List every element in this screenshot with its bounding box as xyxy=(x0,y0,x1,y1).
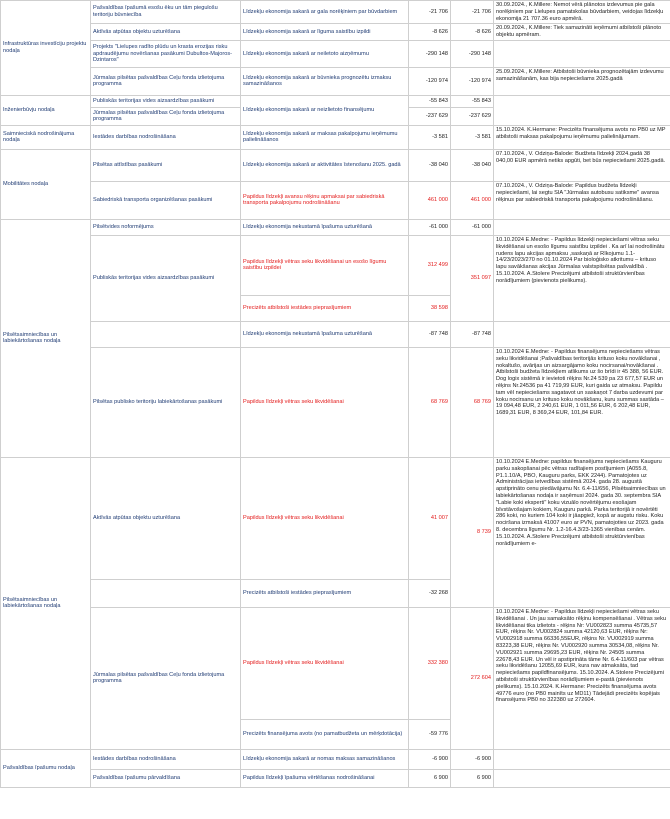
amount-cell: -3 581 xyxy=(409,125,451,149)
description-cell: Līdzekļu ekonomija sakarā ar gala norēķiniem par būvdarbiem xyxy=(241,1,409,24)
amount-cell: -38 040 xyxy=(409,149,451,181)
amount-cell: -59 776 xyxy=(409,719,451,749)
description-cell: Papildus līdzekļi īpašuma vērtēšanas nodrošināšanai xyxy=(241,769,409,787)
program-cell: Pilsētas attīstības pasākumi xyxy=(91,149,241,181)
program-cell: Sabiedriskā transporta organizēšanas pasākumi xyxy=(91,181,241,219)
group-label: Saimnieciskā nodrošinājuma nodaļa xyxy=(1,125,91,149)
description-cell: Precizēts atbilstoši iestādes pieprasījumiem xyxy=(241,579,409,607)
total-cell: 8 739 xyxy=(451,457,494,607)
program-cell xyxy=(91,321,241,347)
total-cell: -6 900 xyxy=(451,749,494,769)
note-cell xyxy=(494,749,670,769)
description-cell: Līdzekļu ekonomija nekustamā īpašuma uzturēšanā xyxy=(241,219,409,235)
description-cell: Līdzekļu ekonomija sakarā ar neizlietoto finansējumu xyxy=(241,95,409,125)
description-cell: Papildus līdzekļi vētras seku likvidēšanai xyxy=(241,347,409,457)
program-cell: Jūrmalas pilsētas pašvaldības Ceļu fonda izlietojuma programma xyxy=(91,607,241,749)
total-cell: -55 843 xyxy=(451,95,494,107)
total-cell: -3 581 xyxy=(451,125,494,149)
amount-cell: 41 007 xyxy=(409,457,451,579)
description-cell: Līdzekļu ekonomija sakarā ar maksas pakalpojumu ieņēmumu palielināšanos xyxy=(241,125,409,149)
table-row xyxy=(1,607,670,719)
description-cell: Papildus līdzekļi avansu rēķinu apmaksai par sabiedriskā transporta pakalpojumu nodrošināšanu xyxy=(241,181,409,219)
table-row xyxy=(1,40,670,67)
amount-cell: 312 499 xyxy=(409,235,451,295)
note-cell: 07.10.2024., V. Odziņa-Balode: Budžeta līdzekļi 2024.gadā 38 040,00 EUR apmērā netiks apgūti, bet būs nepieciešami 2025.gadā. xyxy=(494,149,670,181)
total-cell: 351 097 xyxy=(451,235,494,321)
description-cell: Līdzekļu ekonomija sakarā ar neiletoto aizņēmumu xyxy=(241,40,409,67)
note-cell xyxy=(494,321,670,347)
program-cell: Aktīvās atpūtas objektu uzturēšana xyxy=(91,24,241,41)
amount-cell: -87 748 xyxy=(409,321,451,347)
description-cell: Līdzekļu ekonomija sakarā ar aktivitātes īstenošanu 2025. gadā xyxy=(241,149,409,181)
program-cell: Publiskās teritorijas vides aizsardzības pasākumi xyxy=(91,95,241,107)
note-cell: 15.10.2024. K.Hermane: Precizēts finansējuma avots no PB0 uz MP atbilstoši maksas pakalpojumu ieņēmumu palielinājumam. xyxy=(494,125,670,149)
total-cell: -38 040 xyxy=(451,149,494,181)
note-cell: 30.09.2024., K.Millere: Nemot vērā plānotos izdevumus pie gala norēķiniem par Lielupes pamatskolas būvdarbiem, veidojas līdzekļu ekonomija 21 707.36 euro apmērā. xyxy=(494,1,670,24)
description-cell: Papildus līdzekļi vētras seku likvidēšanai xyxy=(241,457,409,579)
total-cell: -61 000 xyxy=(451,219,494,235)
table-row xyxy=(1,321,670,347)
total-cell: 6 900 xyxy=(451,769,494,787)
table-row xyxy=(1,749,670,769)
description-cell: Precizēts finansējuma avots (no pamatbudžeta un mērķdotācija) xyxy=(241,719,409,749)
program-cell: Aktīvās atpūtas objektu uzturēšana xyxy=(91,457,241,579)
amount-cell: 38 598 xyxy=(409,295,451,321)
amount-cell: 461 000 xyxy=(409,181,451,219)
total-cell: -8 626 xyxy=(451,24,494,41)
amount-cell: -120 974 xyxy=(409,67,451,95)
table-row xyxy=(1,181,670,219)
group-label: Infrastruktūras investīciju projektu nodaļa xyxy=(1,1,91,96)
total-cell: -237 629 xyxy=(451,107,494,125)
group-label: Pilsētsaimniecības un labiekārtošanas nodaļa xyxy=(1,219,91,457)
description-cell: Precizēts atbilstoši iestādes pieprasījumiem xyxy=(241,295,409,321)
program-cell xyxy=(91,579,241,607)
note-cell: 10.10.2024 E.Medne: - Papildus finansējums nepieciešams vētras seku likvidēšanai ;Pašvaldības teritorijās krituso koku novākšanai , nokaltušo, avārijas un aizsargājamo koku nocirsanai/novākšanai . Atbilstoši budžeta līdzekļiem atlikums uz šo brīdi ir 45 388, 56 EUR. Dog logix sistēmā ir ievietoti rēķins Nr.24 539 pa 23 677,57 EUR un rēķins Nr.24536 pa 41 719,99 EUR, kuri gaida uz atmaksu. Papildu tam vēl nepieciešams sagatavot un saskaņot 7 darba uzdevumi par koku nocirsanu un krituso koku novākšanu, kuru summas sastāda – 19 094,48 EUR, 2 240,61 EUR, 1 011,56 EUR, 6 202,48 EUR, 1689,31 EUR, 8 369,24 EUR, 101,84 EUR. xyxy=(494,347,670,457)
program-cell: Iestādes darbības nodrošināšana xyxy=(91,749,241,769)
note-cell: 25.09.2024., K.Millere: Atbilstoši būvnieka prognozētajām izdevumu samazināšanām, kas bija nepieciešams 2025.gadā xyxy=(494,67,670,95)
program-cell: Jūrmalas pilsētas pašvaldības Ceļu fonda izlietojuma programma xyxy=(91,67,241,95)
amount-cell: 68 769 xyxy=(409,347,451,457)
amount-cell: -21 706 xyxy=(409,1,451,24)
group-label: Pašvaldības īpašumu nodaļa xyxy=(1,749,91,787)
table-row xyxy=(1,125,670,149)
table-row xyxy=(1,457,670,579)
table-row xyxy=(1,347,670,457)
program-cell: Pilsētas publisko teritoriju labiekārtošanas pasākumi xyxy=(91,347,241,457)
program-cell: Projekts "Lielupes radīto plūdu un krasta erozijas risku apdraudējumu novēršanas pasākumi Dubultos-Majoros-Dzintaros" xyxy=(91,40,241,67)
description-cell: Līdzekļu ekonomija sakarā ar līguma saistību izpildi xyxy=(241,24,409,41)
note-cell xyxy=(494,769,670,787)
amount-cell: -61 000 xyxy=(409,219,451,235)
total-cell: -87 748 xyxy=(451,321,494,347)
note-cell: 10.10.2024 E.Medne: - Papildus līdzekļi nepieciešami vētras seku likvidēšanai un esošo līgumu saistību izpildei . Ka arī lai nodrošinātu rudens lapu akcijas apmaksu ,saskaņā ar Rīkojumu 1.1-14/23/2023/270 no 01.10.2024 Par bioloģisko atkritumu – krituso lapu savākšanas akcijas Jūrmalas valstspilsētas pašvaldībā . 15.10.2024. A.Stolere Precizējumi atbilstoši struktūrvienības norādījumiem (pievienots pielikums). xyxy=(494,235,670,321)
amount-cell: -8 626 xyxy=(409,24,451,41)
note-cell: 10.10.2024 E.Medne: papildus finansējums nepieciešams Kauguru parku sakopšanai pēc vētras radītajiem postījumiem (A055.8, P1.1.10/A, PBO, Kauguru parks, EKK 2244). Pamatojotes uz Administrācijas ietvedības sistēmā 2024. gada 28. augustā apstiprināto cenu piedāvājumu Nr. 6.4-11/656, Pilsētsaimniecības un labiekārtošanas nodaļa ir saņēmusi 2024. gada 30. septembra SIA "Labie koki eksperti" koku vizuālo novērtējumu esošajam bīvstāvošajam kokiem, Kauguru parkā. Parka teritorijā ir novērtēti 286 koki, no kuriem 104 koki ir jāapgiež, kopā ar augstu risku. Koku nociršana izmaksā 41007 euro ar PVN, pamatojoties uz 2023. gada 8. decembra līgumu Nr. 1.2-16.4.3/23-1365 vienības cenām. 15.10.2024. A.Stolere Precizējumi atbilstoši struktūrvienības norādījumiem e- xyxy=(494,457,670,607)
amount-cell: -290 148 xyxy=(409,40,451,67)
total-cell: -120 974 xyxy=(451,67,494,95)
note-cell: 07.10.2024., V. Odziņa-Balode: Papildus budžeta līdzekļi nepieciešami, lai segtu SIA "Jūrmalas autobusu satiksme" avansa rēķinus par sabiedriskā transporta pakalpojumu nodrošināšanu. xyxy=(494,181,670,219)
description-cell: Līdzekļu ekonomija sakarā ar būvnieka prognozētu izmaksu samazināšanos xyxy=(241,67,409,95)
table-row xyxy=(1,149,670,181)
total-cell: 272 604 xyxy=(451,607,494,749)
amount-cell: -32 268 xyxy=(409,579,451,607)
program-cell: Iestādes darbības nodrošināšana xyxy=(91,125,241,149)
program-cell: Publiskās teritorijas vides aizsardzības pasākumi xyxy=(91,235,241,321)
note-cell: 10.10.2024 E.Medne: - Papildus līdzekļi nepieciešami vētras seku likvidēšanai . Un jau samaksāto rēķinu kompensēšanai . Vētras seku likvidēšanai tika izlietots - rēķins Nr: VU002823 summa 45735,57 EUR, rēķins Nr. VU002824 summa 42120,63 EUR, rēķins Nr: VU002918 summa 66336,55EUR, rēķins Nr. VU002919 summa 83223,38 EUR, rēķins Nr. VU002920 summa 30534,08, rēķins Nr. VU002921 summa 29695,23 EUR, rēķins Nr. 24505 summa 22678,43 EUR. Un vēl ir apstiprināta tāme Nr. 6.4-11/603 par vētras seku likvidēšanu 12055,69 EUR, kura nav atmaksāta, tad nepieciešams papildfinansējums. 15.10.2024. A.Stolere Precizējumi atbilstoši struktūrvienības norādījumiem e-pastā (pievienots pielikums). 15.10.2024. K.Hermane: Precizēts finansējuma avots 49776 euro (no PB0 mainīts uz MD11) Tādejādi precizēts kopējais finansējums PB0 no 322380 uz 272604. xyxy=(494,607,670,749)
table-row xyxy=(1,67,670,95)
description-cell: Papildus līdzekļi vētras seku likvidēšanai xyxy=(241,607,409,719)
amount-cell: 6 900 xyxy=(409,769,451,787)
table-row xyxy=(1,769,670,787)
program-cell: Pilsētvides noformējums xyxy=(91,219,241,235)
note-cell xyxy=(494,40,670,67)
total-cell: 461 000 xyxy=(451,181,494,219)
table-row xyxy=(1,235,670,295)
group-label: Mobilitātes nodaļa xyxy=(1,149,91,219)
table-row xyxy=(1,219,670,235)
program-cell: Jūrmalas pilsētas pašvaldības Ceļu fonda izlietojuma programma xyxy=(91,107,241,125)
amount-cell: -237 629 xyxy=(409,107,451,125)
table-row xyxy=(1,1,670,24)
description-cell: Papildus līdzekļi vētras seku likvidēšanai un esošo līgumu saistību izpildei xyxy=(241,235,409,295)
description-cell: Līdzekļu ekonomija nekustamā īpašuma uzturēšanā xyxy=(241,321,409,347)
note-cell: 20.09.2024., K.Millere: Tiek samazināti ieņēmumi atbilstoši plānoto objektu apmēram. xyxy=(494,24,670,41)
note-cell xyxy=(494,95,670,125)
table-row xyxy=(1,24,670,41)
note-cell xyxy=(494,219,670,235)
amount-cell: 332 380 xyxy=(409,607,451,719)
amount-cell: -55 843 xyxy=(409,95,451,107)
total-cell: -21 706 xyxy=(451,1,494,24)
amount-cell: -6 900 xyxy=(409,749,451,769)
table-row xyxy=(1,95,670,107)
total-cell: -290 148 xyxy=(451,40,494,67)
total-cell: 68 769 xyxy=(451,347,494,457)
program-cell: Pašvaldības īpašumā esošu ēku un tām piegulošu teritoriju būvniecība xyxy=(91,1,241,24)
description-cell: Līdzekļu ekonomija sakarā ar nomas maksas samazināšanos xyxy=(241,749,409,769)
group-label: Pilsētsaimniecības un labiekārtošanas nodaļa xyxy=(1,457,91,749)
group-label: Inženierbūvju nodaļa xyxy=(1,95,91,125)
program-cell: Pašvaldības īpašumu pārvaldīšana xyxy=(91,769,241,787)
